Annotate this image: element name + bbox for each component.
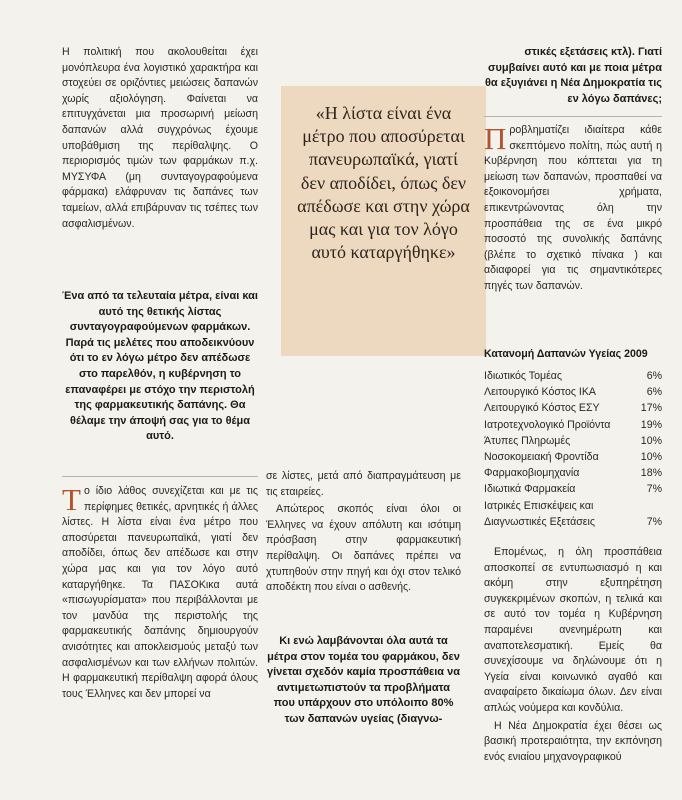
table-title: Κατανομή Δαπανών Υγείας 2009 (484, 348, 648, 360)
row-value: 10% (640, 434, 662, 447)
answer-paragraph (62, 484, 258, 702)
table-row (484, 465, 662, 481)
table-row (484, 449, 662, 465)
interview-question (266, 634, 461, 728)
question-text: Ένα από τα τελευταία μέτρα, είναι και αυτό της θετικής λίστας συνταγογραφούμενων φαρμάκων. Παρά τις μελέτες που αποδεικνύουν ότι το εν λόγω μέτρο δεν απέδωσε στο παρελθόν, η κυβέρνηση το επαναφέρει με στόχο την περιστολή της φαρμακευτικής δαπάνης. Θα θέλαμε την άποψή σας για το θέμα αυτό. (62, 290, 258, 443)
column-middle (266, 469, 461, 596)
paragraph: Η πολιτική που ακολουθείται έχει μονόπλευρα ένα λογιστικό χαρακτήρα και στοχεύει σε οριζόντιες μειώσεις δαπανών χωρίς αξιολόγηση. Φαίνεται να επιτυγχάνεται μια προσωρινή μείωση δαπανών αλλά συγχρόνως έχουμε υποβάθμιση της περίθαλψης. Ο περιορισμός τιμών των φαρμάκων π.χ. ΜΥΣΥΦΑ (μη συνταγογραφούμενα φάρμακα) ελάφρυναν τις δαπάνες των ταμείων, αλλά επιβάρυναν τις τσέπες των ασφαλισμένων. (62, 46, 258, 230)
answer-paragraph (484, 123, 662, 295)
answer-text: ροβληματίζει ιδιαίτερα κάθε σκεπτόμενο πολίτη, πώς αυτή η Κυβέρνηση που κόπτεται για τη μείωση των δαπανών, προσπαθεί να εξοικονομήσει χρήματα, επικεντρώνοντας όλη την προσπάθεια της σε ένα μικρό ποσοστό της συνολικής δαπάνης (βλέπε το σχετικό πίνακα ) και αδιαφορεί για τις σημαντικότερες πηγές των δαπανών. (484, 124, 662, 292)
paragraph: Η Νέα Δημοκρατία έχει θέσει ως βασική προτεραιότητα, την εκπόνηση ενός ενιαίου μηχανογραφικού (484, 719, 662, 763)
table-row (484, 481, 662, 497)
divider (62, 476, 258, 477)
row-label: Λειτουργικό Κόστος ΕΣΥ (484, 402, 600, 415)
row-value: 7% (646, 515, 662, 528)
paragraph: Απώτερος σκοπός είναι όλοι οι Έλληνες να έχουν απόλυτη και ισότιμη πρόσβαση στην φαρμακευτική περίθαλψη. Οι δαπάνες πρέπει να χτυπηθούν στην πηγή και όχι στον τελικό αποδέκτη που είναι ο ασθενής. (266, 503, 461, 594)
answer-text: ο ίδιο λάθος συνεχίζεται και με τις περίφημες θετικές, αρνητικές ή άλλες λίστες. Η λίστα είναι ένα μέτρο που αποσύρεται πανευρωπαϊκά, γιατί δεν αποδίδει, όπως δεν απέδωσε και στην χώρα μας και για τον λόγο αυτό καταργήθηκε. Τα ΠΑΣΟΚικα αυτά «πισωγυρίσματα» που περιβάλλονται με τον μανδύα της περιστολής της φαρμακευτικής δαπάνης δημιουργούν ανισότητες και αποκλεισμούς μεταξύ των ασφαλισμένων και των ελλήνων πολιτών. Η φαρμακευτική περίθαλψη αφορά όλους τους Έλληνες και δεν μπορεί να (62, 485, 258, 700)
question-text: στικές εξετάσεις κτλ). Γιατί συμβαίνει αυτό και με ποια μέτρα θα εξυγιάνει η Νέα Δημοκρατία τις εν λόγω δαπάνες; (484, 46, 662, 105)
row-label: Ιατροτεχνολογικό Προϊόντα (484, 418, 611, 431)
spending-table (484, 348, 662, 530)
interview-question (484, 45, 662, 107)
table-row (484, 417, 662, 433)
row-label (484, 498, 595, 530)
table-row (484, 433, 662, 449)
row-value: 6% (646, 386, 662, 399)
column-left-answer (62, 484, 258, 702)
row-value: 10% (640, 450, 662, 463)
paragraph: Επομένως, η όλη προσπάθεια αποσκοπεί σε εντυπωσιασμό η και ακόμη στην εξυπηρέτηση συγκεκριμένων σκοπών, η τελικά και σε αυτό τον τομέα η Κυβέρνηση παραμένει ανενημέρωτη και αναποτελεσματική. Εμείς θα συνεχίσουμε να δηλώνουμε ότι η Υγεία είναι κοινωνικό αγαθό και αναφαίρετο δικαίωμα όλων. Δεν είναι απλώς νούμερα και κονδύλια. (484, 546, 662, 714)
row-value: 18% (640, 467, 662, 480)
divider (484, 116, 662, 117)
row-label: Νοσοκομειακή Φροντίδα (484, 450, 599, 463)
drop-cap: Τ (62, 482, 81, 517)
column-right (484, 123, 662, 295)
row-value: 17% (640, 402, 662, 415)
table-row (484, 400, 662, 416)
row-value: 7% (646, 483, 662, 496)
question-text: Κι ενώ λαμβάνονται όλα αυτά τα μέτρα στον τομέα του φαρμάκου, δεν γίνεται σχεδόν καμία προσπάθεια να αντιμετωπιστούν τα προβλήματα που υπάρχουν στο υπόλοιπο 80% των δαπανών υγείας (διαγνω- (266, 635, 461, 725)
drop-cap: Π (484, 121, 507, 156)
row-label: Ιδιωτικός Τομέας (484, 370, 563, 382)
row-value: 19% (640, 418, 662, 431)
column-right-continued (484, 545, 662, 765)
row-label: Ιδιωτικά Φαρμακεία (484, 483, 576, 496)
row-label: Άτυπες Πληρωμές (484, 434, 571, 447)
row-value: 6% (646, 370, 662, 382)
pull-quote: «Η λίστα είναι ένα μέτρο που αποσύρεται πανευρωπαϊκά, γιατί δεν αποδίδει, όπως δεν απέδωσε και στην χώρα μας και για τον λόγο αυτό καταργήθηκε» (281, 86, 486, 356)
row-label: Λειτουργικό Κόστος ΙΚΑ (484, 386, 596, 399)
paragraph: σε λίστες, μετά από διαπραγμάτευση με τις εταιρείες. (266, 470, 461, 498)
column-left (62, 45, 258, 232)
table-row (484, 368, 662, 384)
row-label-line: Διαγνωστικές Εξετάσεις (484, 515, 595, 528)
interview-question (62, 289, 258, 445)
row-label-line: Ιατρικές Επισκέψεις και (484, 499, 594, 512)
row-label: Φαρμακοβιομηχανία (484, 467, 580, 480)
table-row (484, 498, 662, 530)
table-row (484, 384, 662, 400)
